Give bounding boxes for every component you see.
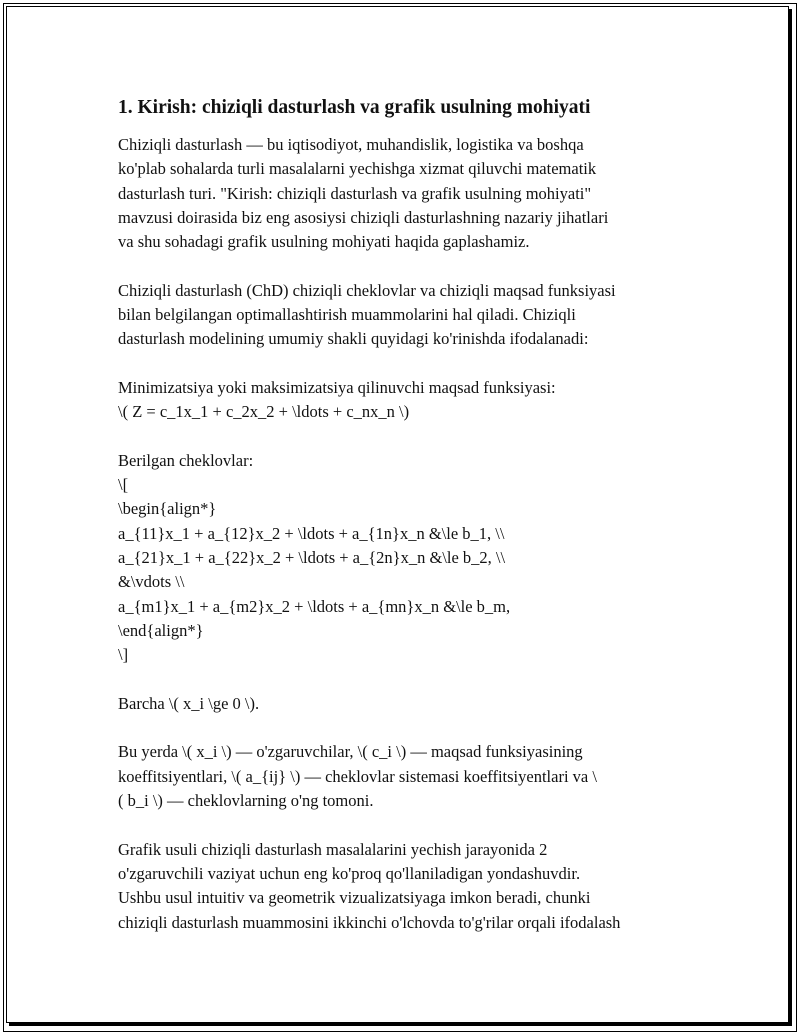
text-line: Berilgan cheklovlar: [118,450,254,470]
text-line: koeffitsiyentlari, \( a_{ij} \) — cheklovlar sistemasi koeffitsiyentlari va \ [118,766,597,786]
formula-line: \] [118,645,129,665]
text-line: Ushbu usul intuitiv va geometrik vizualizatsiyaga imkon beradi, chunki [118,888,591,908]
text-line: chiziqli dasturlash muammosini ikkinchi o'lchovda to'g'rilar orqali ifodalash [118,912,621,932]
text-line: Chiziqli dasturlash (ChD) chiziqli cheklovlar va chiziqli maqsad funksiyasi [118,280,616,300]
formula-line: \[ [118,475,129,495]
formula-line: &\vdots \\ [118,572,185,592]
text-line: bilan belgilangan optimallashtirish muammolarini hal qiladi. Chiziqli [118,305,576,325]
text-line: o'zgaruvchili vaziyat uchun eng ko'proq qo'llaniladigan yondashuvdir. [118,863,581,883]
document-page [6,6,789,1023]
paragraph-notation [118,740,688,813]
text-line: Barcha \( x_i \ge 0 \). [118,693,260,713]
text-line: mavzusi doirasida biz eng asosiysi chiziqli dasturlashning nazariy jihatlari [118,207,609,227]
text-line: dasturlash modelining umumiy shakli quyidagi ko'rinishda ifodalanadi: [118,329,589,349]
formula-line: a_{21}x_1 + a_{22}x_2 + \ldots + a_{2n}x_n &\le b_2, \\ [118,548,506,568]
document-content [118,95,688,959]
formula-line: a_{m1}x_1 + a_{m2}x_2 + \ldots + a_{mn}x_n &\le b_m, [118,596,511,616]
text-line: Grafik usuli chiziqli dasturlash masalalarini yechish jarayonida 2 [118,839,548,859]
paragraph-graphical-method [118,838,688,935]
paragraph-nonnegativity [118,692,688,716]
formula-line: \( Z = c_1x_1 + c_2x_2 + \ldots + c_nx_n \) [118,402,410,422]
text-line: va shu sohadagi grafik usulning mohiyati haqida gaplashamiz. [118,232,530,252]
section-heading: 1. Kirish: chiziqli dasturlash va grafik usulning mohiyati [118,97,591,118]
text-line: ko'plab sohalarda turli masalalarni yechishga xizmat qiluvchi matematik [118,159,597,179]
formula-line: \end{align*} [118,620,204,640]
paragraph-intro [118,133,688,254]
text-line: Bu yerda \( x_i \) — o'zgaruvchilar, \( c_i \) — maqsad funksiyasining [118,742,583,762]
paragraph-objective [118,376,688,425]
paragraph-constraints [118,449,688,668]
formula-line: \begin{align*} [118,499,217,519]
text-line: dasturlash turi. "Kirish: chiziqli dasturlash va grafik usulning mohiyati" [118,183,592,203]
text-line: Minimizatsiya yoki maksimizatsiya qilinuvchi maqsad funksiyasi: [118,377,556,397]
formula-line: a_{11}x_1 + a_{12}x_2 + \ldots + a_{1n}x_n &\le b_1, \\ [118,523,505,543]
text-line: ( b_i \) — cheklovlarning o'ng tomoni. [118,791,374,811]
text-line: Chiziqli dasturlash — bu iqtisodiyot, muhandislik, logistika va boshqa [118,135,584,154]
paragraph-definition [118,279,688,352]
